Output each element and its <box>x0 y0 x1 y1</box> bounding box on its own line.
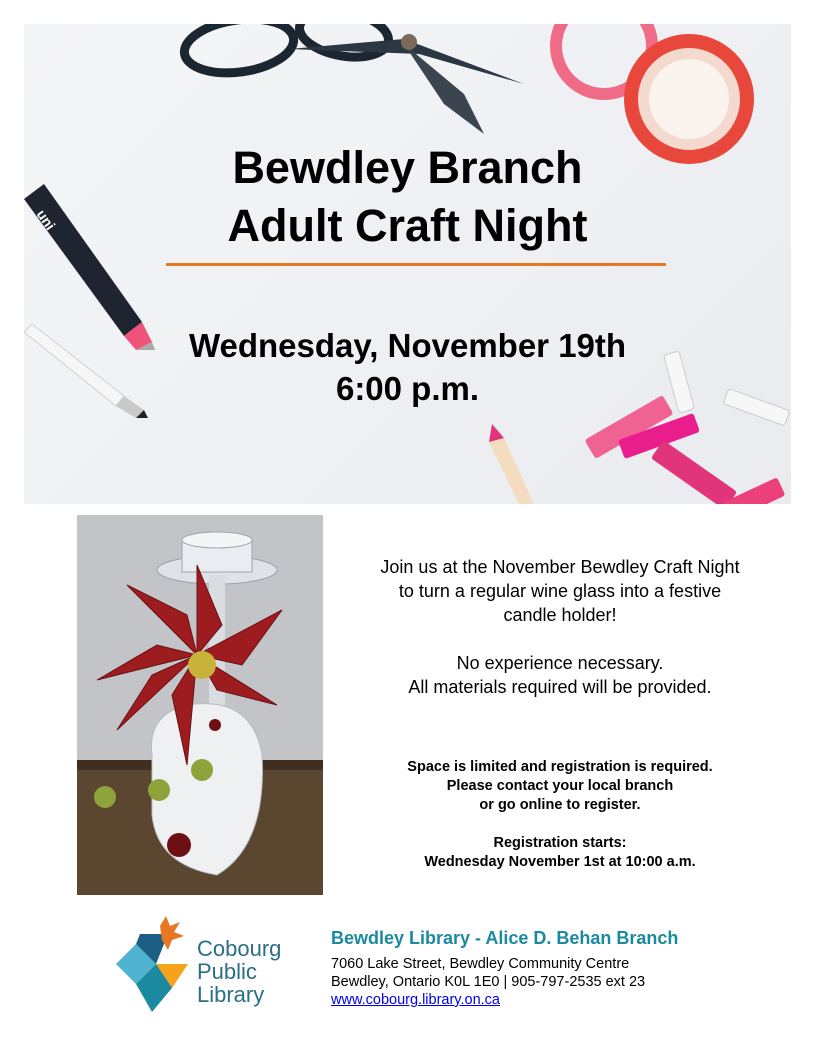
branch-name: Bewdley Library - Alice D. Behan Branch <box>331 928 679 948</box>
logo-line-1: Cobourg <box>197 936 282 961</box>
candle-holder-photo <box>77 515 323 895</box>
svg-text:uni: uni <box>33 206 59 233</box>
intro-line-3: candle holder! <box>503 605 617 625</box>
event-date: Wednesday, November 19th <box>188 327 627 364</box>
reg-line-2: Please contact your local branch <box>446 778 674 794</box>
logo-line-2: Public <box>197 959 257 984</box>
reg-start-date: Wednesday November 1st at 10:00 a.m. <box>424 854 696 870</box>
scissors-icon <box>181 24 524 134</box>
reg-line-3: or go online to register. <box>479 797 641 813</box>
intro-line-2: to turn a regular wine glass into a festive <box>398 581 722 601</box>
title-line-2: Adult Craft Night <box>227 200 588 251</box>
library-logo-text <box>197 937 281 1006</box>
address-line-2: Bewdley, Ontario K0L 1E0 | 905-797-2535 ext 23 <box>331 974 646 990</box>
website-link[interactable]: www.cobourg.library.on.ca <box>331 992 500 1008</box>
event-time: 6:00 p.m. <box>335 370 480 407</box>
hero-banner <box>24 24 791 504</box>
address-line-1: 7060 Lake Street, Bewdley Community Centre <box>331 956 630 972</box>
branch-address <box>331 955 645 1009</box>
pencil-icon <box>489 424 534 504</box>
intro-line-1: Join us at the November Bewdley Craft Night <box>380 557 740 577</box>
reg-start-label: Registration starts: <box>493 835 627 851</box>
event-datetime <box>24 324 791 410</box>
logo-line-3: Library <box>197 982 265 1007</box>
event-description <box>340 555 780 699</box>
registration-info <box>340 758 780 872</box>
title-divider <box>166 263 666 266</box>
note-line-2: All materials required will be provided. <box>408 677 712 697</box>
tape-roll-icon <box>556 24 747 157</box>
note-line-1: No experience necessary. <box>456 653 664 673</box>
reg-line-1: Space is limited and registration is required. <box>407 759 713 775</box>
event-title <box>24 139 791 255</box>
title-line-1: Bewdley Branch <box>232 142 583 193</box>
